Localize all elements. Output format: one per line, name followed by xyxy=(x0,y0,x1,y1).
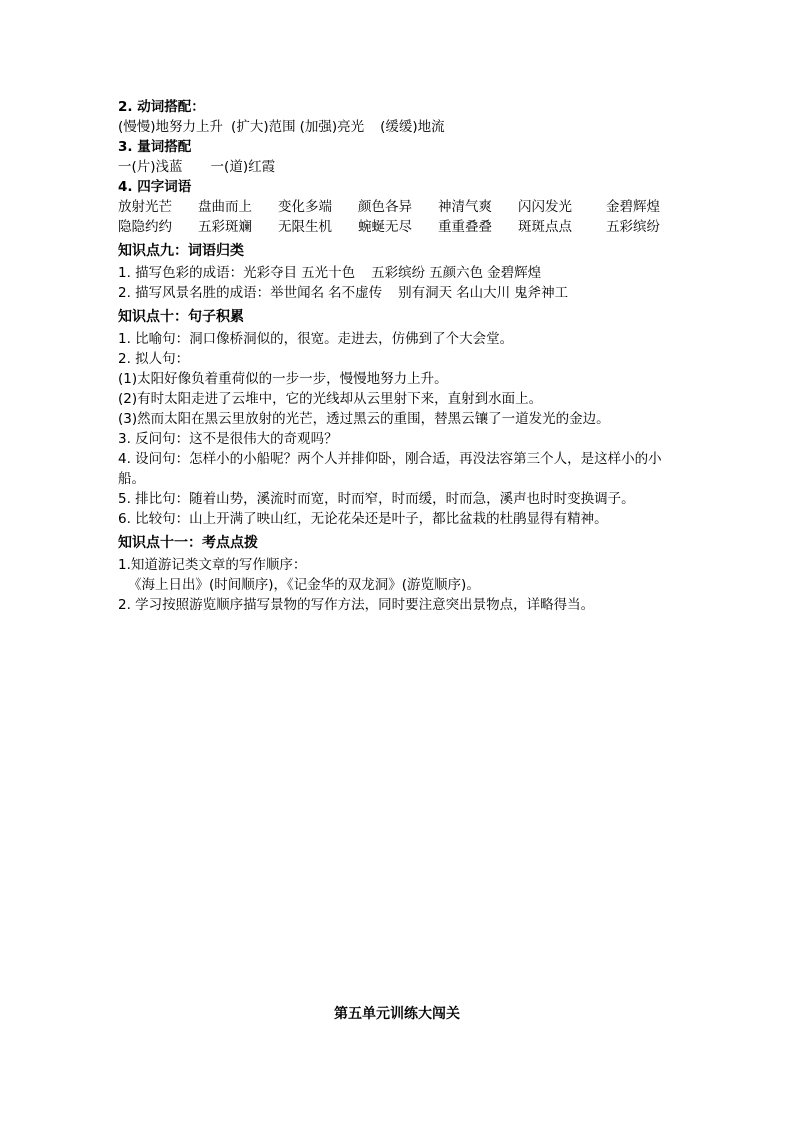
sentence-personification-1: (1)太阳好像负着重荷似的一步一步，慢慢地努力上升。 xyxy=(118,371,448,387)
idiom: 五颜六色 xyxy=(429,265,484,281)
section-measure-title: 3. 量词搭配 xyxy=(118,139,192,155)
idiom: 金碧辉煌 xyxy=(606,199,660,215)
idiom: 无限生机 xyxy=(278,219,332,235)
idiom: 鬼斧神工 xyxy=(514,285,569,301)
knowledge-point-10-title: 知识点十：句子积累 xyxy=(118,309,244,325)
sentence-metaphor: 1. 比喻句：洞口像桥洞似的，很宽。走进去，仿佛到了个大会堂。 xyxy=(118,331,514,347)
verb-item: (缓缓)地流 xyxy=(380,119,445,135)
idiom: 光彩夺目 xyxy=(243,265,298,281)
sentence-personification-label: 2. 拟人句： xyxy=(118,351,190,367)
knowledge-point-11-title: 知识点十一：考点点拨 xyxy=(118,535,258,551)
sentence-personification-2: (2)有时太阳走进了云堆中，它的光线却从云里射下来，直射到水面上。 xyxy=(118,391,543,407)
idiom: 五光十色 xyxy=(301,265,356,281)
measure-item: 一(片)浅蓝 xyxy=(118,159,183,175)
idiom: 名不虚传 xyxy=(328,285,383,301)
idiom: 神清气爽 xyxy=(438,199,492,215)
idiom: 五彩缤纷 xyxy=(371,265,426,281)
sentence-rhetorical: 3. 反问句：这不是很伟大的奇观吗？ xyxy=(118,431,338,447)
idiom: 变化多端 xyxy=(278,199,332,215)
color-idioms-line xyxy=(118,263,688,283)
four-char-row-2 xyxy=(118,217,688,237)
verb-item: (慢慢)地努力上升 xyxy=(118,119,224,135)
idiom: 别有洞天 xyxy=(398,285,453,301)
idiom: 名山大川 xyxy=(456,285,511,301)
scenery-idioms-line xyxy=(118,283,688,303)
idiom: 五彩斑斓 xyxy=(198,219,252,235)
verb-collocations xyxy=(118,117,688,137)
idiom: 蜿蜒无尽 xyxy=(358,219,412,235)
section-four-char-title: 4. 四字词语 xyxy=(118,179,192,195)
idiom: 闪闪发光 xyxy=(518,199,572,215)
idiom: 隐隐约约 xyxy=(118,219,172,235)
sentence-parallelism: 5. 排比句：随着山势，溪流时而宽，时而窄，时而缓，时而急，溪声也时时变换调子。 xyxy=(118,491,635,507)
document-body xyxy=(118,97,688,615)
idiom: 斑斑点点 xyxy=(518,219,572,235)
sentence-question-answer: 4. 设问句：怎样小的小船呢？两个人并排仰卧，刚合适，再没法容第三个人，是这样小的小船。 xyxy=(118,451,662,487)
sentence-comparison: 6. 比较句：山上开满了映山红，无论花朵还是叶子，都比盆栽的杜鹃显得有精神。 xyxy=(118,511,608,527)
idiom: 重重叠叠 xyxy=(438,219,492,235)
measure-item: 一(道)红霞 xyxy=(210,159,276,175)
idiom: 金碧辉煌 xyxy=(487,265,542,281)
knowledge-point-9-title: 知识点九：词语归类 xyxy=(118,243,244,259)
measure-collocations xyxy=(118,157,688,177)
verb-item: (加强)亮光 xyxy=(299,119,365,135)
idiom: 放射光芒 xyxy=(118,199,172,215)
four-char-row-1 xyxy=(118,197,688,217)
idiom: 颜色各异 xyxy=(358,199,412,215)
section-verb-title: 2. 动词搭配： xyxy=(118,99,205,115)
line-prefix: 1. 描写色彩的成语： xyxy=(118,265,244,281)
verb-item: (扩大)范围 xyxy=(231,119,296,135)
tip-writing-method: 2. 学习按照游览顺序描写景物的写作方法，同时要注意突出景物点，详略得当。 xyxy=(118,597,595,613)
unit-title: 第五单元训练大闯关 xyxy=(334,1006,460,1022)
tip-writing-order: 1.知道游记类文章的写作顺序： xyxy=(118,557,307,573)
idiom: 五彩缤纷 xyxy=(606,219,660,235)
idiom: 举世闻名 xyxy=(270,285,325,301)
sentence-personification-3: (3)然而太阳在黑云里放射的光芒，透过黑云的重围，替黑云镶了一道发光的金边。 xyxy=(118,411,610,427)
tip-writing-order-examples: 《海上日出》(时间顺序)，《记金华的双龙洞》(游览顺序)。 xyxy=(128,577,480,593)
line-prefix: 2. 描写风景名胜的成语： xyxy=(118,285,271,301)
idiom: 盘曲而上 xyxy=(198,199,252,215)
